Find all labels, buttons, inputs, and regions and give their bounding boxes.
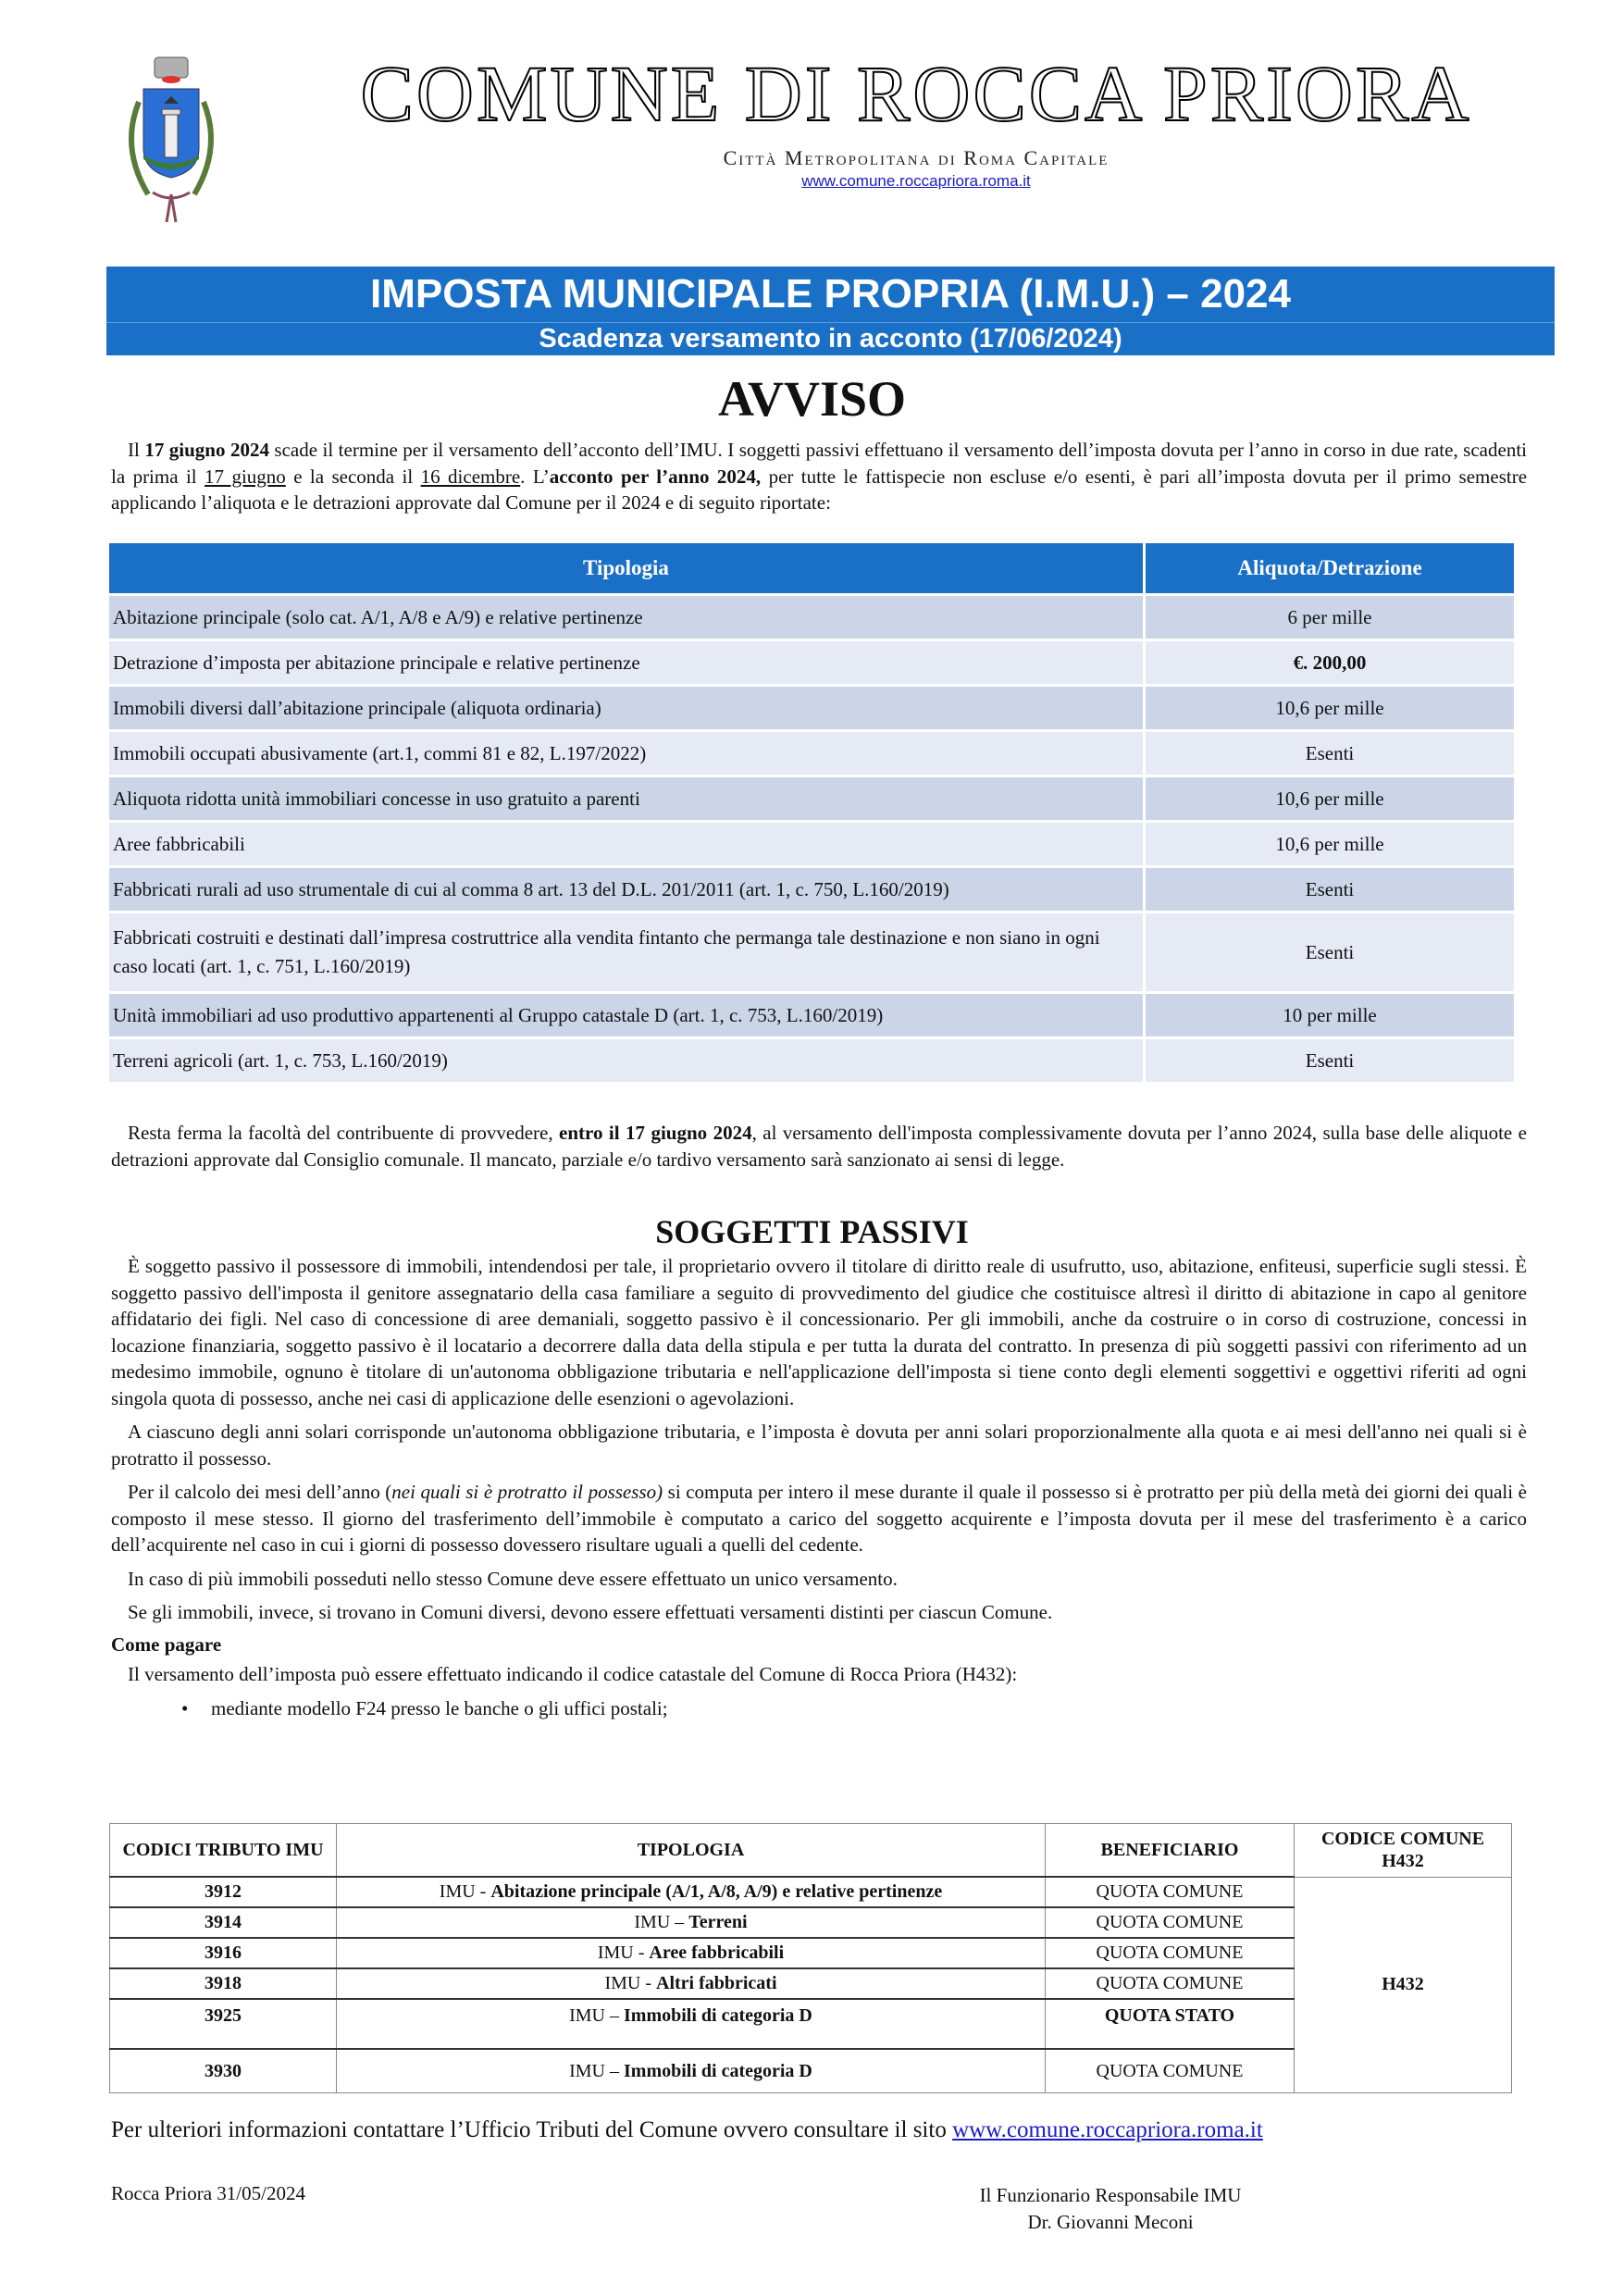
table-row: [109, 868, 1514, 911]
place-date: Rocca Priora 31/05/2024: [111, 2182, 305, 2204]
table-row: [109, 994, 1514, 1036]
tipologia-cell: Fabbricati costruiti e destinati dall’impresa costruttrice alla vendita fintanto che permanga tale destinazione e non siano in ogni caso locati (art. 1, c. 751, L.160/2019): [109, 913, 1143, 991]
tipologia-cell: [337, 1877, 1046, 1907]
text: si computa per intero il mese durante il quale il possesso si è protratto per più della metà dei giorni dei quali è composto il mese stesso. Il giorno del trasferimento dell’immobile è computato a carico del soggetto acquirente e l’imposta dovuta per il mese del trasferimento è a carico dell’acquirente nel caso in cui i giorni di possesso dovessero risultare uguali a quelli del cedente.: [111, 1481, 1527, 1556]
soggetti-p4: In caso di più immobili posseduti nello stesso Comune deve essere effettuato un unico versamento.: [128, 1567, 898, 1590]
value-cell: Esenti: [1143, 1039, 1514, 1082]
header-website-link[interactable]: www.comune.roccapriora.roma.it: [801, 172, 1031, 190]
text: IMU -: [604, 1973, 656, 1993]
beneficiario-cell: QUOTA COMUNE: [1046, 1938, 1295, 1968]
payment-intro: Il versamento dell’imposta può essere effettuato indicando il codice catastale del Comune di Rocca Priora (H432):: [128, 1663, 1018, 1685]
banner-subtitle: Scadenza versamento in acconto (17/06/2024): [539, 324, 1122, 354]
tax-code: 3925: [110, 1999, 337, 2049]
after-table-paragraph: [111, 1120, 1527, 1180]
tipologia-cell: [337, 1938, 1046, 1968]
table-row: [109, 687, 1514, 729]
beneficiario-cell: QUOTA COMUNE: [1046, 2049, 1295, 2093]
header-codice-comune: CODICE COMUNE H432: [1295, 1824, 1512, 1878]
notice-heading: AVVISO: [717, 371, 907, 427]
tax-code: 3914: [110, 1907, 337, 1938]
table-row: [109, 777, 1514, 820]
first-rate-date: 17 giugno: [205, 465, 286, 488]
text: e la seconda il: [285, 465, 421, 488]
tax-codes-table: [109, 1823, 1512, 2093]
text: , al versamento dell'imposta complessivamente dovuta per l’anno 2024, sulla base delle aliquote e detrazioni approvate dal Consiglio comunale. Il mancato, parziale e/o tardivo versamento sarà sanzionato ai sensi di legge.: [111, 1122, 1527, 1171]
soggetti-body: [111, 1253, 1527, 1721]
deadline-bold: entro il 17 giugno 2024: [559, 1122, 752, 1144]
comune-code-cell: H432: [1295, 1877, 1512, 2093]
tipologia-cell: Immobili occupati abusivamente (art.1, commi 81 e 82, L.197/2022): [109, 732, 1143, 775]
table-row: [109, 596, 1514, 639]
text: IMU -: [597, 1942, 650, 1963]
table-row: [109, 913, 1514, 991]
header-tipologia: Tipologia: [109, 543, 1143, 593]
signer-name: Dr. Giovanni Meconi: [1027, 2211, 1194, 2233]
table-row: [109, 641, 1514, 684]
text: Per ulteriori informazioni contattare l’Ufficio Tributi del Comune ovvero consultare il sito: [111, 2117, 953, 2142]
header-tipologia: TIPOLOGIA: [337, 1824, 1046, 1878]
soggetti-p5: Se gli immobili, invece, si trovano in Comuni diversi, devono essere effettuati versamenti distinti per ciascun Comune.: [128, 1601, 1053, 1623]
value-cell: 10,6 per mille: [1143, 777, 1514, 820]
text: Aree fabbricabili: [649, 1942, 785, 1963]
table-row: [109, 732, 1514, 775]
table-row: [110, 1877, 1512, 1907]
tipologia-cell: Detrazione d’imposta per abitazione principale e relative pertinenze: [109, 641, 1143, 684]
value-cell: 10,6 per mille: [1143, 687, 1514, 729]
soggetti-heading: SOGGETTI PASSIVI: [655, 1213, 969, 1250]
beneficiario-cell: QUOTA COMUNE: [1046, 1877, 1295, 1907]
text: scade il termine per il versamento dell’acconto dell’IMU. I soggetti passivi effettuano il versamento dell’imposta dovuta per l’anno in corso in due rate, scadenti la prima il: [111, 439, 1527, 488]
banner-title: IMPOSTA MUNICIPALE PROPRIA (I.M.U.) – 2024: [106, 267, 1555, 323]
signature-block: [925, 2182, 1295, 2236]
tipologia-cell: Aree fabbricabili: [109, 823, 1143, 865]
beneficiario-cell: QUOTA STATO: [1046, 1999, 1295, 2049]
tipologia-cell: Unità immobiliari ad uso produttivo appartenenti al Gruppo catastale D (art. 1, c. 753, L.160/2019): [109, 994, 1143, 1036]
beneficiario-cell: QUOTA COMUNE: [1046, 1968, 1295, 1999]
beneficiario-cell: QUOTA COMUNE: [1046, 1907, 1295, 1938]
footer-website-link[interactable]: www.comune.roccapriora.roma.it: [952, 2117, 1263, 2142]
header-codici: CODICI TRIBUTO IMU: [110, 1824, 337, 1878]
second-rate-date: 16 dicembre: [420, 465, 521, 488]
soggetti-p2: A ciascuno degli anni solari corrisponde un'autonoma obbligazione tributaria, e l’imposta è dovuta per anni solari proporzionalmente alla quota e ai mesi dell'anno nei quali si è protratto il possesso.: [111, 1421, 1527, 1470]
title-banner: [106, 267, 1555, 355]
tipologia-cell: [337, 2049, 1046, 2093]
tipologia-cell: Fabbricati rurali ad uso strumentale di cui al comma 8 art. 13 del D.L. 201/2011 (art. 1, c. 750, L.160/2019): [109, 868, 1143, 911]
coat-of-arms-icon: [116, 56, 236, 231]
value-cell: Esenti: [1143, 868, 1514, 911]
tipologia-cell: Terreni agricoli (art. 1, c. 753, L.160/2019): [109, 1039, 1143, 1082]
tax-code: 3918: [110, 1968, 337, 1999]
text: IMU –: [634, 1912, 689, 1932]
tipologia-cell: [337, 1968, 1046, 1999]
tipologia-cell: Immobili diversi dall’abitazione principale (aliquota ordinaria): [109, 687, 1143, 729]
coat-of-arms-logo: [116, 56, 236, 231]
text: per tutte le fattispecie non escluse e/o esenti, è pari all’imposta dovuta per il primo semestre applicando l’aliquota e le detrazioni approvate dal Comune per il 2024 e di seguito riportate:: [111, 465, 1528, 514]
header-beneficiario: BENEFICIARIO: [1046, 1824, 1295, 1878]
payment-heading: Come pagare: [111, 1632, 222, 1656]
text: Immobili di categoria D: [624, 2005, 812, 2026]
text: Terreni: [688, 1912, 748, 1932]
value-cell: Esenti: [1143, 732, 1514, 775]
text: IMU –: [569, 2060, 624, 2081]
text: Il: [128, 439, 145, 461]
table-row: [109, 1039, 1514, 1082]
tipologia-cell: Abitazione principale (solo cat. A/1, A/8 e A/9) e relative pertinenze: [109, 596, 1143, 639]
soggetti-p3: [111, 1479, 1527, 1558]
value-cell: Esenti: [1143, 913, 1514, 991]
bullet-icon: •: [181, 1696, 189, 1719]
text: Immobili di categoria D: [624, 2060, 812, 2081]
text: Abitazione principale (A/1, A/8, A/9) e relative pertinenze: [490, 1881, 943, 1902]
tax-code: 3912: [110, 1877, 337, 1907]
text: Altri fabbricati: [656, 1973, 777, 1993]
deadline-bold: 17 giugno 2024: [144, 439, 269, 461]
intro-paragraph: [111, 437, 1527, 524]
rates-table: [109, 540, 1514, 1085]
footer-info: [111, 2117, 1263, 2143]
value-cell: 6 per mille: [1143, 596, 1514, 639]
text: IMU –: [569, 2005, 624, 2026]
text: . L’: [520, 465, 550, 488]
tipologia-cell: Aliquota ridotta unità immobiliari concesse in uso gratuito a parenti: [109, 777, 1143, 820]
payment-bullet: [111, 1695, 1527, 1722]
bullet-text: mediante modello F24 presso le banche o gli uffici postali;: [211, 1696, 668, 1719]
municipality-subtitle: Città Metropolitana di Roma Capitale: [723, 146, 1110, 169]
signer-role: Il Funzionario Responsabile IMU: [979, 2184, 1242, 2206]
tipologia-cell: [337, 1907, 1046, 1938]
text: IMU -: [439, 1881, 491, 1902]
value-cell: €. 200,00: [1143, 641, 1514, 684]
value-cell: 10,6 per mille: [1143, 823, 1514, 865]
header-aliquota: Aliquota/Detrazione: [1143, 543, 1514, 593]
value-cell: 10 per mille: [1143, 994, 1514, 1036]
acconto-bold: acconto per l’anno 2024,: [549, 465, 762, 488]
tax-code: 3930: [110, 2049, 337, 2093]
tax-code: 3916: [110, 1938, 337, 1968]
italic-text: nei quali si è protratto il possesso): [391, 1481, 663, 1503]
text: Per il calcolo dei mesi dell’anno (: [128, 1481, 392, 1503]
municipality-title: COMUNE DI ROCCA PRIORA: [360, 49, 1472, 138]
soggetti-p1: È soggetto passivo il possessore di immobili, intendendosi per tale, il proprietario ovvero il titolare di diritto reale di usufrutto, uso, abitazione, enfiteusi, superficie sugli stessi. È soggetto passivo dell'imposta il genitore assegnatario della casa familiare a seguito di provvedimento del giudice che costituisce altresì il diritto di abitazione in capo al genitore affidatario dei figli. Nel caso di concessione di aree demaniali, soggetto passivo è il concessionario. Per gli immobili, anche da costruire o in corso di costruzione, concessi in locazione finanziaria, soggetto passivo è il locatario a decorrere dalla data della stipula e per tutta la durata del contratto. In presenza di più soggetti passivi con riferimento ad un medesimo immobile, ognuno è titolare di un'autonoma obbligazione tributaria e nell'applicazione dell'imposta si tiene conto degli elementi soggettivi e oggettivi riferiti ad ogni singola quota di possesso, anche nei casi di applicazione delle esenzioni o agevolazioni.: [111, 1255, 1527, 1409]
table-row: [109, 823, 1514, 865]
tipologia-cell: [337, 1999, 1046, 2049]
text: Resta ferma la facoltà del contribuente di provvedere,: [128, 1122, 560, 1144]
